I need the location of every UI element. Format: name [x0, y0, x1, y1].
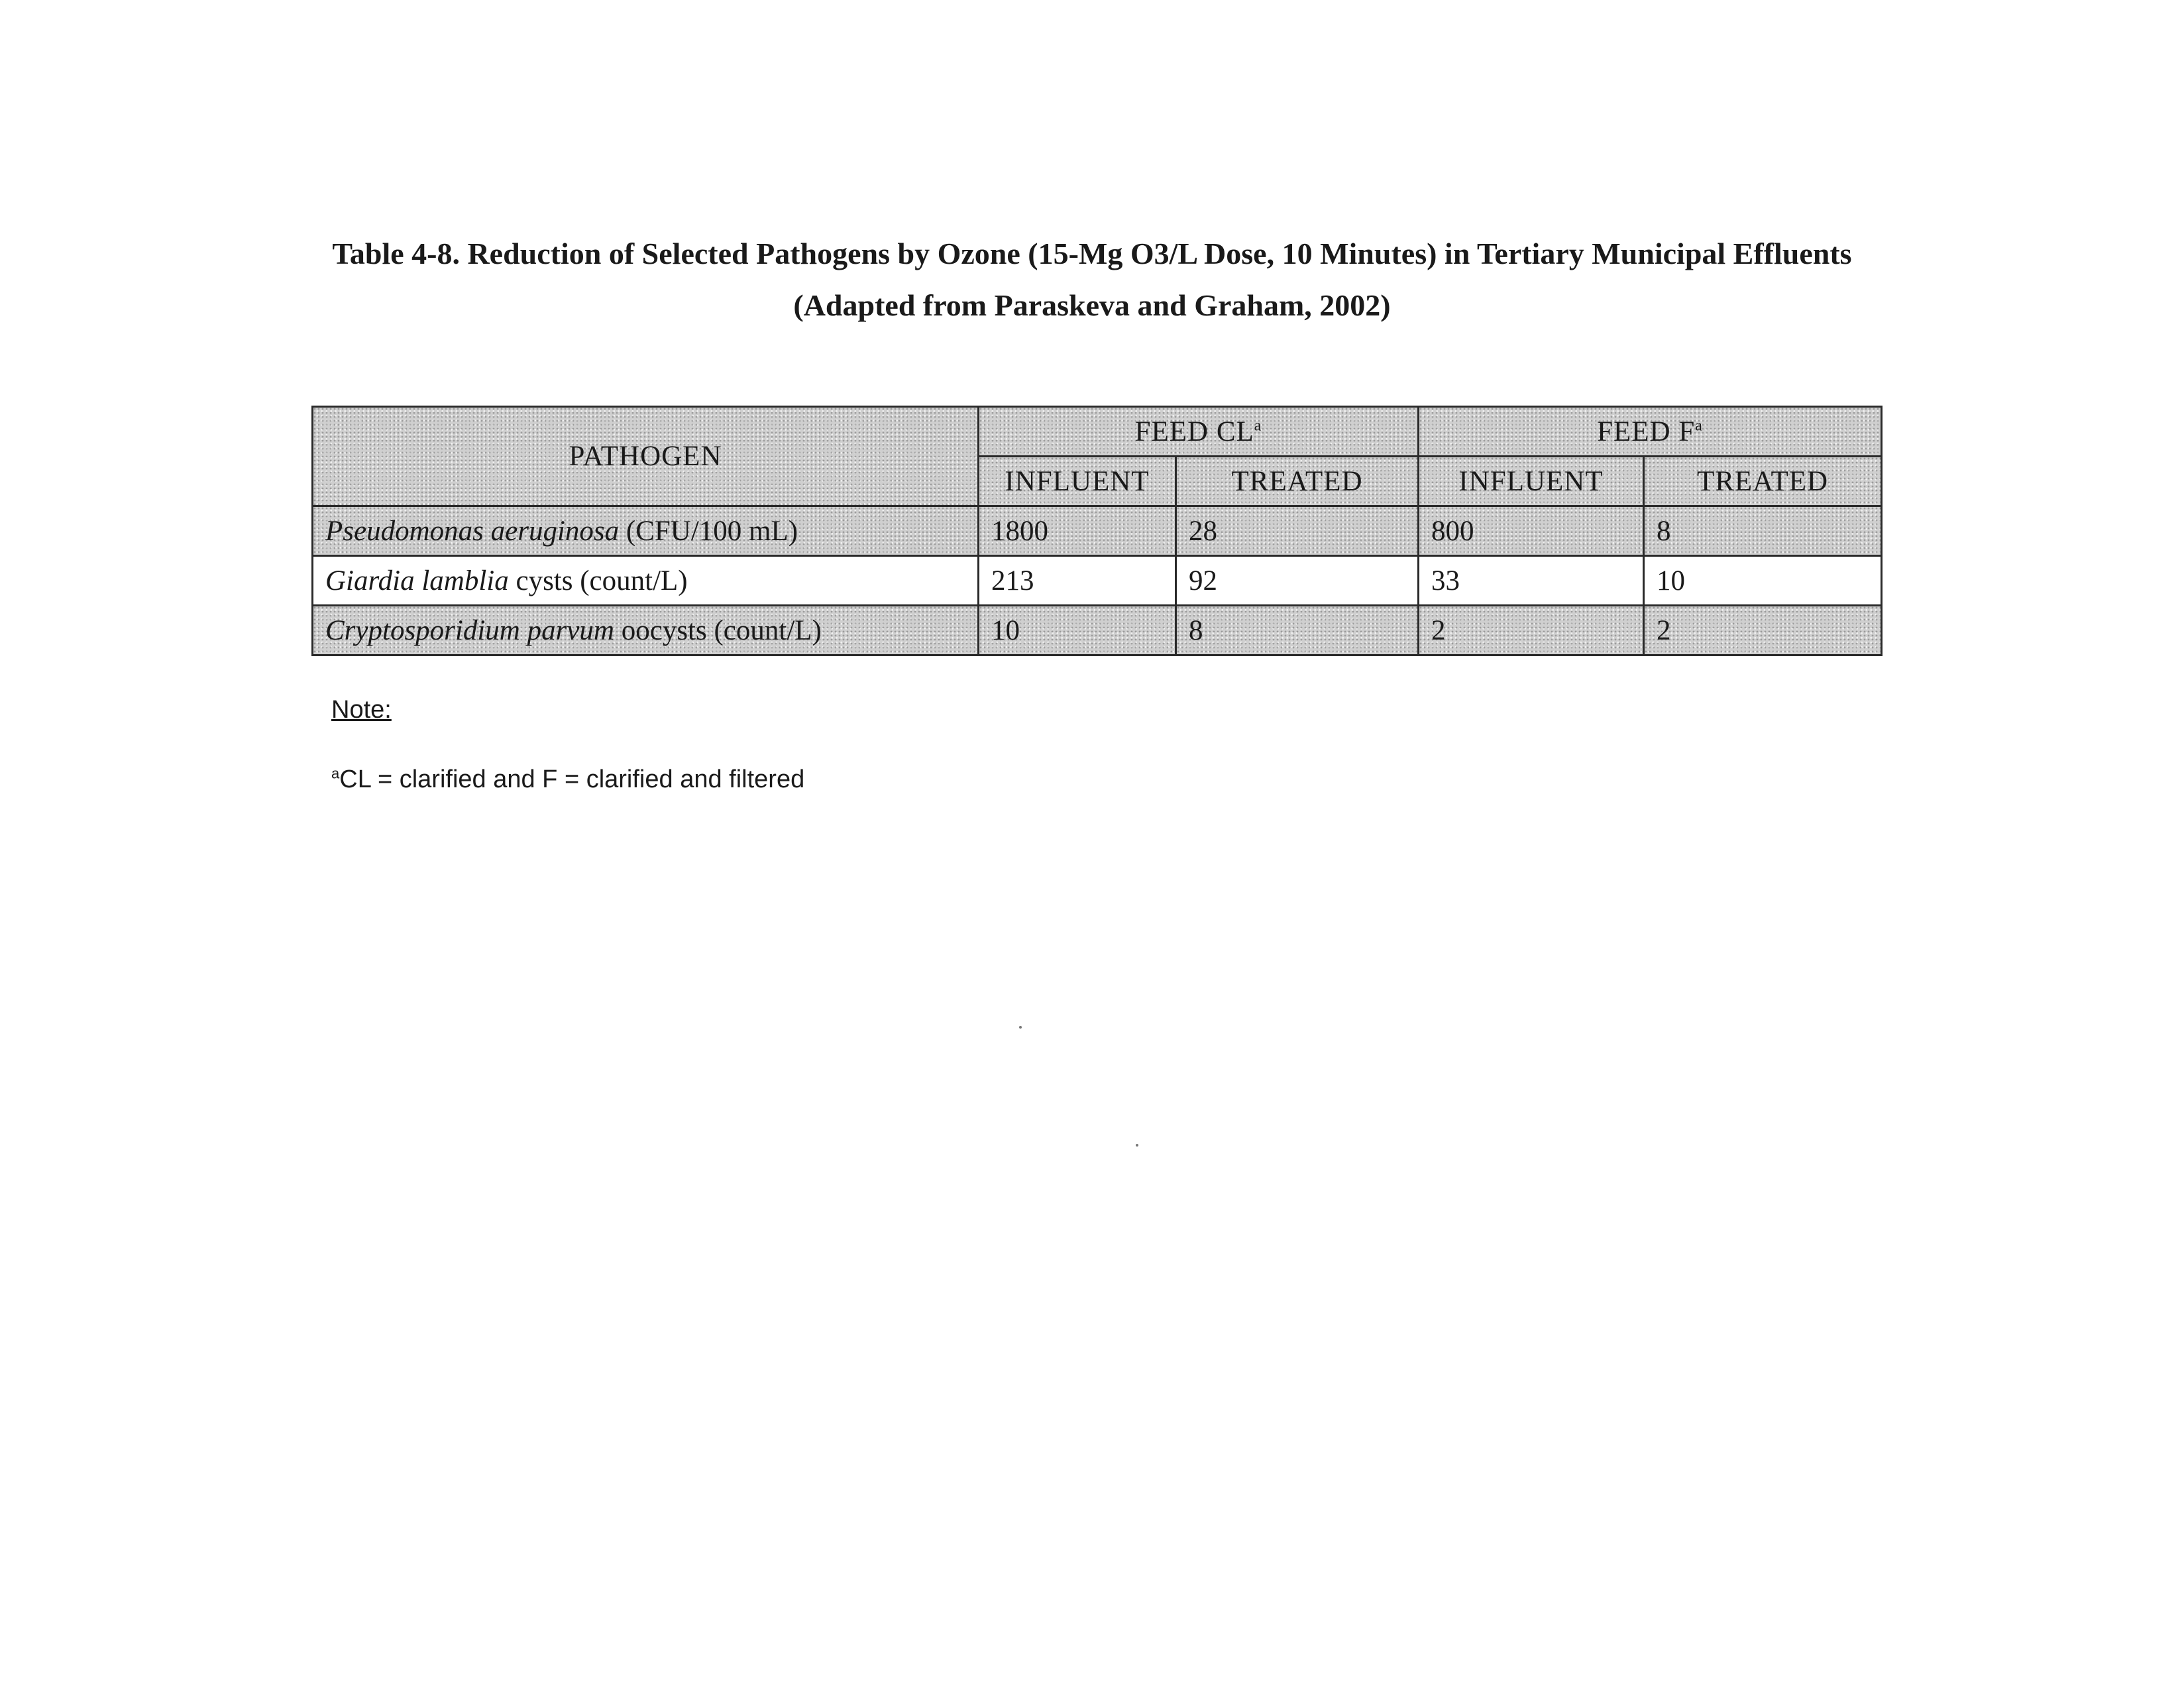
column-header-treated-f: TREATED — [1644, 457, 1882, 506]
value-treated-cl: 92 — [1176, 556, 1419, 606]
value-influent-f: 2 — [1419, 606, 1644, 655]
group-label: FEED F — [1597, 416, 1696, 447]
column-group-feed-f — [1419, 407, 1882, 457]
table-row — [313, 606, 1882, 655]
pathogen-name: Giardia lamblia — [325, 565, 509, 596]
pathogen-cell — [313, 506, 979, 556]
column-group-feed-cl — [979, 407, 1419, 457]
group-label: FEED CL — [1134, 416, 1254, 447]
header-row-groups — [313, 407, 1882, 457]
pathogen-unit: cysts (count/L) — [508, 565, 688, 596]
table-row — [313, 506, 1882, 556]
value-treated-cl: 28 — [1176, 506, 1419, 556]
scan-speck — [1136, 1144, 1138, 1147]
footnote-marker: a — [331, 765, 340, 782]
note-label: Note: — [331, 696, 392, 724]
value-influent-cl: 10 — [979, 606, 1176, 655]
value-influent-f: 33 — [1419, 556, 1644, 606]
pathogen-cell — [313, 606, 979, 655]
footnote-marker: a — [1695, 417, 1703, 435]
pathogen-cell — [313, 556, 979, 606]
value-influent-cl: 1800 — [979, 506, 1176, 556]
table-title: Table 4-8. Reduction of Selected Pathogens by Ozone (15-Mg O3/L Dose, 10 Minutes) in Tertiary Municipal Effluents — [332, 237, 1852, 270]
value-treated-f: 8 — [1644, 506, 1882, 556]
footnote-marker: a — [1254, 417, 1262, 435]
pathogen-table — [311, 406, 1883, 656]
pathogen-unit: oocysts (count/L) — [614, 614, 822, 646]
column-header-pathogen: PATHOGEN — [313, 407, 979, 506]
footnote-body: CL = clarified and F = clarified and filtered — [339, 765, 805, 793]
table-subtitle: (Adapted from Paraskeva and Graham, 2002) — [793, 288, 1391, 322]
column-header-treated-cl: TREATED — [1176, 457, 1419, 506]
pathogen-name: Cryptosporidium parvum — [325, 614, 614, 646]
value-treated-f: 2 — [1644, 606, 1882, 655]
value-influent-cl: 213 — [979, 556, 1176, 606]
scan-speck — [1019, 1026, 1022, 1029]
value-influent-f: 800 — [1419, 506, 1644, 556]
pathogen-name: Pseudomonas aeruginosa — [325, 515, 620, 547]
pathogen-unit: (CFU/100 mL) — [619, 515, 798, 547]
value-treated-cl: 8 — [1176, 606, 1419, 655]
column-header-influent-f: INFLUENT — [1419, 457, 1644, 506]
table-row — [313, 556, 1882, 606]
column-header-influent-cl: INFLUENT — [979, 457, 1176, 506]
footnote-text — [331, 765, 804, 794]
value-treated-f: 10 — [1644, 556, 1882, 606]
